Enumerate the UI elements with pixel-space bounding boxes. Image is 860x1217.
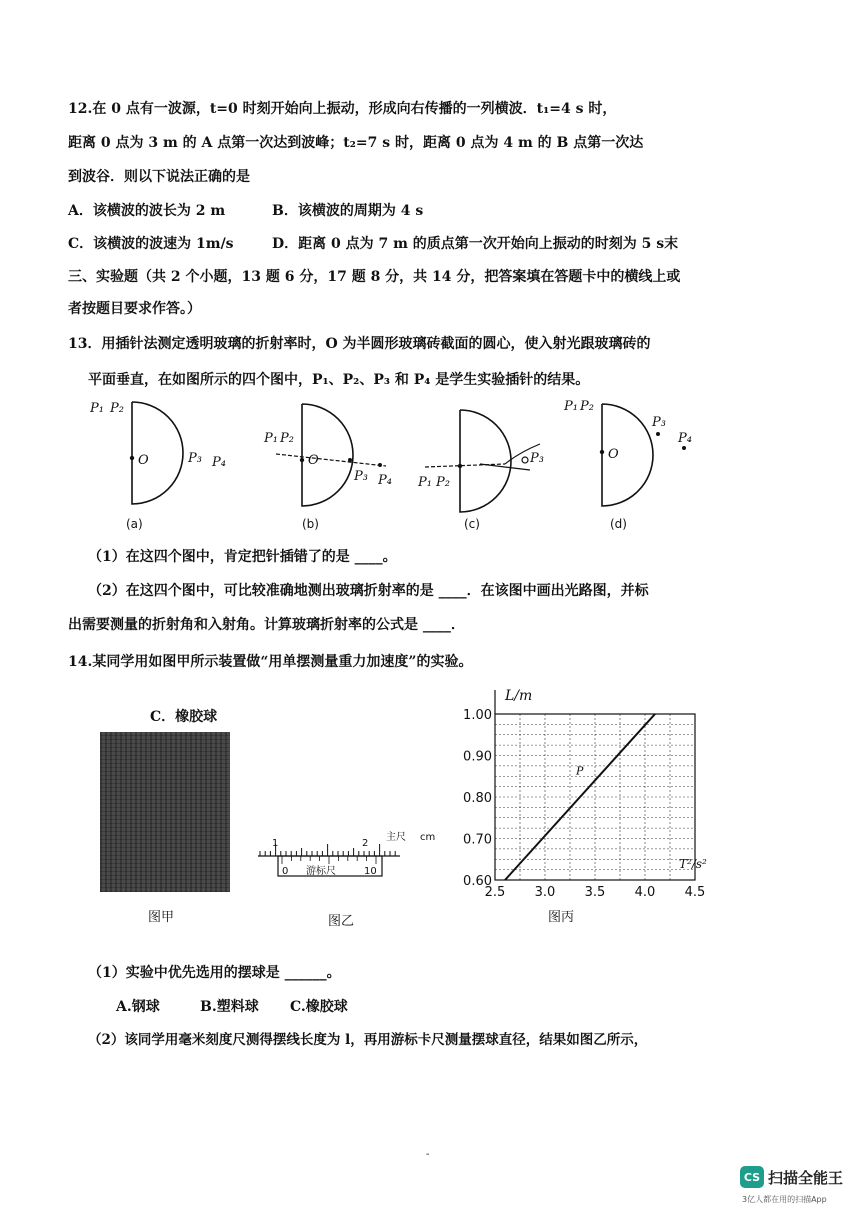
x-tick-label: 4.5 <box>684 885 706 900</box>
label-a-p1: P₁ <box>90 401 104 416</box>
q12-option-c: C．该横波的波速为 1m/s <box>68 236 234 252</box>
center-dot-d <box>600 450 604 454</box>
q14-intro: 14.某同学用如图甲所示装置做“用单摆测量重力加速度”的实验。 <box>68 654 473 670</box>
q14-sub2: （2）该同学用毫米刻度尺测得摆线长度为 l，再用游标卡尺测量摆球直径，结果如图乙所示， <box>88 1032 648 1048</box>
q13-sub2: （2）在这四个图中，可比较准确地测出玻璃折射率的是 ____．在该图中画出光路图，并标 <box>88 583 649 599</box>
center-dot-a <box>130 456 134 460</box>
q14-choice-c: C.橡胶球 <box>290 999 348 1015</box>
section3-line2: 者按题目要求作答。） <box>68 301 201 317</box>
center-dot-b <box>300 458 304 462</box>
caption-b: (b) <box>302 517 319 531</box>
caliper-v10: 10 <box>364 866 377 877</box>
label-a-p4: P₄ <box>212 455 226 470</box>
scanner-logo-icon: CS <box>740 1166 764 1188</box>
caption-d: (d) <box>610 517 627 531</box>
label-d-p4: P₄ <box>678 431 692 446</box>
x-tick-label: 3.0 <box>534 885 556 900</box>
x-tick-label: 4.0 <box>634 885 656 900</box>
chart-point-label: P <box>576 764 584 778</box>
scanner-name: 扫描全能王 <box>768 1169 844 1187</box>
caption-bing: 图丙 <box>548 910 575 925</box>
y-tick-label: 0.80 <box>463 791 492 806</box>
ray-b <box>276 454 386 466</box>
q13-sub3: 出需要测量的折射角和入射角。计算玻璃折射率的公式是 ____． <box>68 617 465 633</box>
caption-jia: 图甲 <box>148 910 175 925</box>
q12-option-b: B．该横波的周期为 4 s <box>272 203 424 219</box>
caption-a: (a) <box>126 517 143 531</box>
caliper-tick-2: 2 <box>362 838 369 849</box>
pin-b-p4 <box>378 463 382 467</box>
x-tick-label: 3.5 <box>584 885 606 900</box>
scanner-watermark <box>740 1166 850 1212</box>
footer-mark: - <box>426 1149 430 1160</box>
label-d-p3: P₃ <box>652 415 666 430</box>
pin-c-p3 <box>522 457 528 463</box>
chart-xlabel: T²/s² <box>679 857 707 871</box>
q12-option-d: D．距离 0 点为 7 m 的质点第一次开始向上振动的时刻为 5 s末 <box>272 236 679 252</box>
caliper-vernier: 游标尺 <box>306 866 336 877</box>
q12-option-a: A．该横波的波长为 2 m <box>68 203 226 219</box>
semicircle-c <box>460 410 511 512</box>
pin-d-p3 <box>656 432 660 436</box>
label-a-p2: P₂ <box>110 401 124 416</box>
label-d-p2: P₂ <box>580 399 594 414</box>
y-tick-label: 0.60 <box>463 874 492 889</box>
label-b-o: O <box>308 453 319 468</box>
pendulum-photo <box>100 732 230 892</box>
q12-line1: 12.在 0 点有一波源，t=0 时刻开始向上振动，形成向右传播的一列横波．t₁=4 s 时， <box>68 101 617 117</box>
y-tick-label: 0.70 <box>463 832 492 848</box>
label-a-p3: P₃ <box>188 451 202 466</box>
caliper-main-scale: 主尺 <box>386 832 406 843</box>
q12-line3: 到波谷．则以下说法正确的是 <box>68 169 250 185</box>
q14-choice-b: B.塑料球 <box>200 999 259 1015</box>
pin-d-p4 <box>682 446 686 450</box>
label-d-p1: P₁ <box>564 399 578 414</box>
q13-line2: 平面垂直，在如图所示的四个图中，P₁、P₂、P₃ 和 P₄ 是学生实验插针的结果。 <box>88 372 590 388</box>
label-b-p1: P₁ <box>264 431 278 446</box>
q13-line1: 13．用插针法测定透明玻璃的折射率时，O 为半圆形玻璃砖截面的圆心，使入射光跟玻璃砖的 <box>68 336 651 352</box>
y-tick-label: 1.00 <box>463 708 492 723</box>
label-c-p3: P₃ <box>530 451 544 466</box>
caliper-tick-1: 1 <box>272 838 279 849</box>
caliper-v0: 0 <box>282 866 289 877</box>
caption-yi: 图乙 <box>328 914 355 929</box>
vernier-caliper <box>250 826 440 906</box>
caliper-unit: cm <box>420 832 436 843</box>
photo-label: C．橡胶球 <box>150 709 218 725</box>
pin-b-p3 <box>348 458 352 462</box>
label-c-p2: P₂ <box>436 475 450 490</box>
chart-ylabel: L/m <box>505 688 533 704</box>
label-b-p3: P₃ <box>354 469 368 484</box>
refraction-figures <box>80 392 760 532</box>
q14-sub1: （1）实验中优先选用的摆球是 ______。 <box>88 965 341 981</box>
caption-c: (c) <box>464 517 480 531</box>
label-b-p4: P₄ <box>378 473 392 488</box>
section3-line1: 三、实验题（共 2 个小题，13 题 6 分，17 题 8 分，共 14 分，把答案填在答题卡中的横线上或 <box>68 269 681 285</box>
q14-choice-a: A.钢球 <box>116 999 160 1015</box>
scanner-tagline: 3亿人都在用的扫描App <box>742 1195 827 1204</box>
l-t2-chart <box>455 684 745 904</box>
q12-line2: 距离 0 点为 3 m 的 A 点第一次达到波峰；t₂=7 s 时，距离 0 点为 4 m 的 B 点第一次达 <box>68 135 644 151</box>
x-tick-label: 2.5 <box>484 885 506 900</box>
label-b-p2: P₂ <box>280 431 294 446</box>
q13-sub1: （1）在这四个图中，肯定把针插错了的是 ____。 <box>88 549 397 565</box>
label-a-o: O <box>138 453 149 468</box>
center-dot-c <box>458 464 462 468</box>
ray-c3 <box>480 464 530 470</box>
y-tick-label: 0.90 <box>463 749 492 765</box>
label-d-o: O <box>608 447 619 462</box>
label-c-p1: P₁ <box>418 475 432 490</box>
